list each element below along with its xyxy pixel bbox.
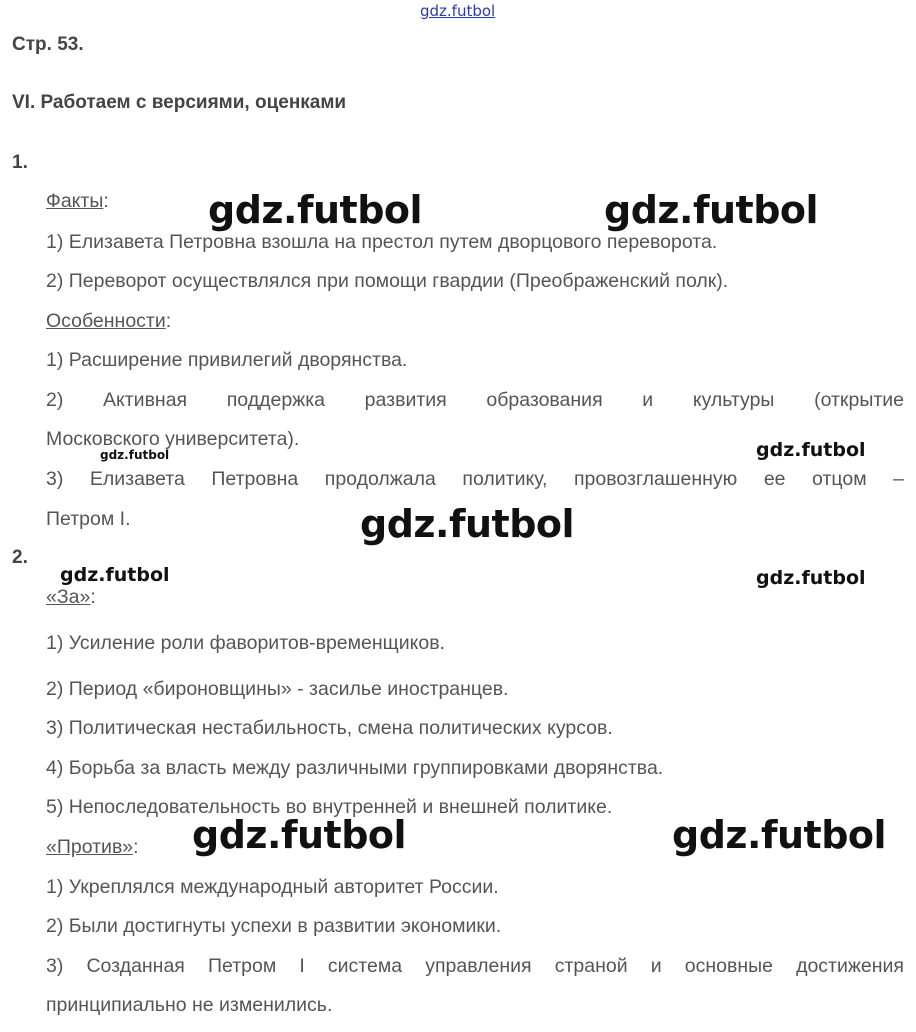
against-label: «Против» (46, 836, 134, 858)
against-heading: «Против»: (46, 836, 139, 858)
for-item: 5) Непоследовательность во внутренней и внешней политике. (46, 796, 613, 818)
task-1-number: 1. (12, 152, 28, 173)
features-heading: Особенности: (46, 310, 172, 332)
for-item: 2) Период «бироновщины» - засилье иностранцев. (46, 678, 509, 700)
watermark-text: gdz.futbol (208, 188, 423, 232)
facts-heading: Факты: (46, 190, 109, 212)
facts-label: Факты (46, 190, 104, 212)
watermark-text: gdz.futbol (672, 813, 887, 857)
feature-item-continued: Московского университета). (46, 428, 300, 450)
for-label: «За» (46, 586, 91, 608)
feature-item: 1) Расширение привилегий дворянства. (46, 349, 408, 371)
feature-item: 3) Елизавета Петровна продолжала политику, провозглашенную ее отцом – (46, 468, 904, 490)
page-reference: Стр. 53. (12, 34, 84, 55)
watermark-text: gdz.futbol (756, 567, 866, 589)
watermark-text: gdz.futbol (192, 813, 407, 857)
against-item: 1) Укреплялся международный авторитет России. (46, 876, 499, 898)
for-item: 4) Борьба за власть между различными группировками дворянства. (46, 757, 664, 779)
for-item: 3) Политическая нестабильность, смена политических курсов. (46, 717, 613, 739)
feature-item-continued: Петром I. (46, 508, 131, 530)
features-label: Особенности (46, 310, 166, 332)
section-title: VI. Работаем с версиями, оценками (12, 92, 347, 113)
fact-item: 1) Елизавета Петровна взошла на престол путем дворцового переворота. (46, 231, 718, 253)
task-2-number: 2. (12, 547, 28, 568)
watermark-text: gdz.futbol (100, 448, 170, 462)
against-item: 3) Созданная Петром I система управления страной и основные достижения (46, 955, 904, 977)
against-item-continued: принципиально не изменились. (46, 994, 333, 1016)
fact-item: 2) Переворот осуществлялся при помощи гвардии (Преображенский полк). (46, 270, 729, 292)
feature-item: 2) Активная поддержка развития образования и культуры (открытие (46, 389, 904, 411)
watermark-text: gdz.futbol (756, 439, 866, 461)
watermark-text: gdz.futbol (360, 502, 575, 546)
watermark-text: gdz.futbol (60, 564, 170, 586)
for-heading: «За»: (46, 586, 96, 608)
for-item: 1) Усиление роли фаворитов-временщиков. (46, 632, 445, 654)
against-item: 2) Были достигнуты успехи в развитии экономики. (46, 915, 502, 937)
watermark-link[interactable]: gdz.futbol (420, 2, 496, 20)
watermark-text: gdz.futbol (604, 188, 819, 232)
